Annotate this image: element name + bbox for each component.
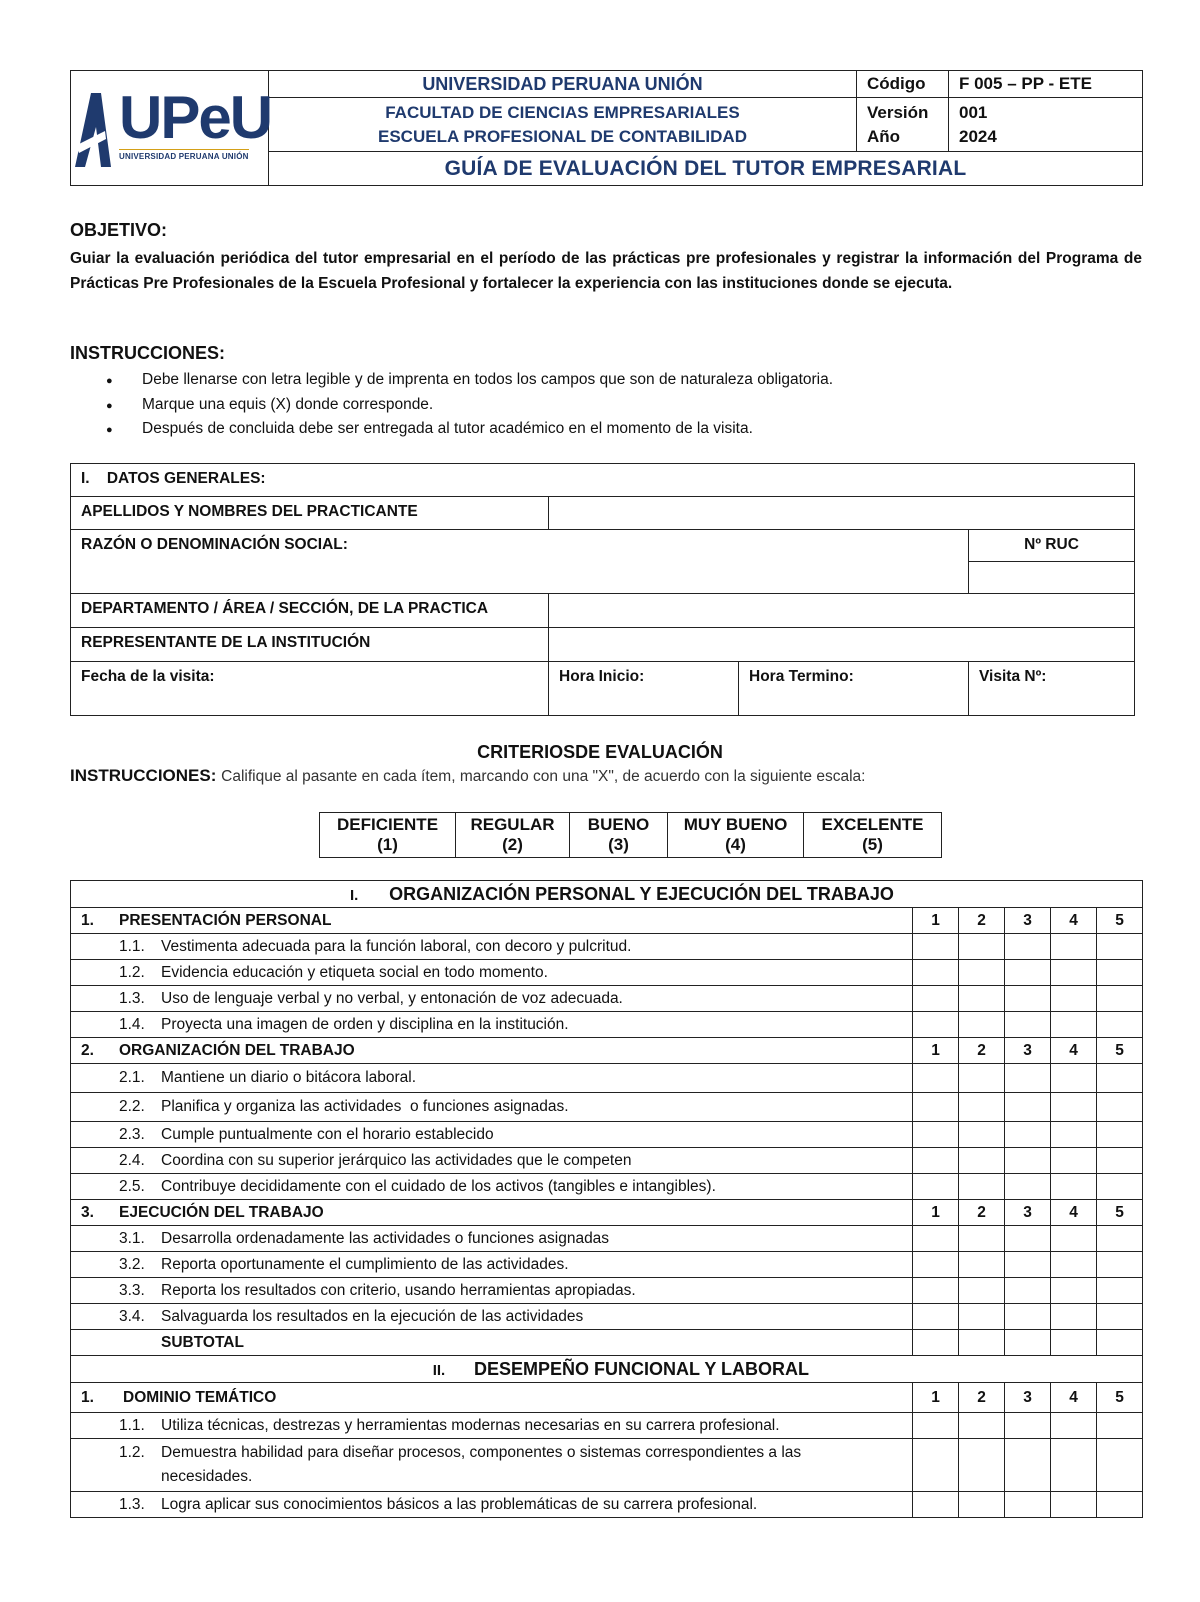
score-cell[interactable]: [1005, 1148, 1051, 1174]
faculty-school-cell: [269, 98, 857, 152]
category-title: PRESENTACIÓN PERSONAL: [119, 911, 332, 929]
criterion-row: [71, 1226, 1143, 1252]
score-header: 3: [1005, 1200, 1051, 1226]
document-header: [70, 70, 1143, 186]
scale-value: (5): [862, 835, 883, 854]
subtotal-cell[interactable]: [1097, 1330, 1143, 1356]
evaluation-table: [70, 880, 1143, 1518]
criterion-text: Evidencia educación y etiqueta social en todo momento.: [161, 963, 548, 981]
score-cell[interactable]: [1005, 986, 1051, 1012]
student-name-label: APELLIDOS Y NOMBRES DEL PRACTICANTE: [71, 497, 549, 530]
scale-deficiente: [320, 813, 456, 858]
score-cell[interactable]: [1051, 934, 1097, 960]
company-name-field[interactable]: [71, 530, 969, 594]
score-cell[interactable]: [1005, 1439, 1051, 1492]
score-header: 3: [1005, 908, 1051, 934]
logo-word: UPeU: [119, 83, 272, 151]
criterion-number: 2.1.: [119, 1069, 145, 1086]
section-header: [71, 881, 1143, 908]
score-header: 5: [1097, 908, 1143, 934]
score-cell[interactable]: [1051, 1064, 1097, 1093]
score-cell[interactable]: [1051, 1122, 1097, 1148]
section-title: ORGANIZACIÓN PERSONAL Y EJECUCIÓN DEL TRABAJO: [389, 883, 894, 904]
criterion-number: 1.1.: [119, 937, 145, 955]
criterion-text: Planifica y organiza las actividades o funciones asignadas.: [161, 1098, 569, 1115]
criterion-row: [71, 1492, 1143, 1518]
criterion-number: 1.4.: [119, 1015, 145, 1033]
score-cell[interactable]: [959, 1064, 1005, 1093]
score-cell[interactable]: [1005, 934, 1051, 960]
score-cell[interactable]: [1051, 1093, 1097, 1122]
criterion-number: 3.1.: [119, 1229, 145, 1247]
visit-date-field[interactable]: [71, 662, 549, 716]
criterion-number: 3.4.: [119, 1307, 145, 1325]
ruc-field[interactable]: [969, 562, 1135, 594]
criterion-row: [71, 1252, 1143, 1278]
scale-excelente: [804, 813, 942, 858]
section-title: DESEMPEÑO FUNCIONAL Y LABORAL: [473, 1358, 810, 1379]
score-cell[interactable]: [959, 986, 1005, 1012]
criterion-row: [71, 1012, 1143, 1038]
score-cell[interactable]: [913, 1226, 959, 1252]
criterion-number: 3.2.: [119, 1255, 145, 1273]
score-cell[interactable]: [1097, 1304, 1143, 1330]
score-cell[interactable]: [1051, 1492, 1097, 1518]
score-cell[interactable]: [959, 1148, 1005, 1174]
criterion-text: Vestimenta adecuada para la función laboral, con decoro y pulcritud.: [161, 937, 632, 955]
subtotal-label: SUBTOTAL: [71, 1330, 913, 1356]
criterion-number: 2.3.: [119, 1125, 145, 1143]
score-cell[interactable]: [913, 1148, 959, 1174]
criterion-row: [71, 1093, 1143, 1122]
score-header: 1: [913, 908, 959, 934]
category-number: 2.: [81, 1041, 94, 1059]
student-name-field[interactable]: [549, 497, 1135, 530]
logo-cell: [71, 71, 272, 186]
score-cell[interactable]: [1097, 986, 1143, 1012]
section-number: I.: [349, 886, 359, 904]
score-cell[interactable]: [1097, 1226, 1143, 1252]
category-title: DOMINIO TEMÁTICO: [123, 1388, 277, 1406]
score-cell[interactable]: [1005, 1492, 1051, 1518]
score-header: 1: [913, 1200, 959, 1226]
scale-value: (4): [725, 835, 746, 854]
subtotal-row: [71, 1330, 1143, 1356]
score-header: 1: [913, 1383, 959, 1413]
score-cell[interactable]: [913, 1174, 959, 1200]
score-header: 4: [1051, 1038, 1097, 1064]
score-cell[interactable]: [1005, 1093, 1051, 1122]
score-cell[interactable]: [1005, 1278, 1051, 1304]
score-cell[interactable]: [1097, 1413, 1143, 1439]
instruction-item: ● Debe llenarse con letra legible y de imprenta en todos los campos que son de naturaleza obligatoria.: [70, 368, 1142, 393]
score-cell[interactable]: [1051, 1278, 1097, 1304]
score-cell[interactable]: [1005, 960, 1051, 986]
criterion-text: Uso de lenguaje verbal y no verbal, y entonación de voz adecuada.: [161, 989, 623, 1007]
criterion-text: Contribuye decididamente con el cuidado de los activos (tangibles e intangibles).: [161, 1177, 716, 1195]
category-number: 1.: [81, 911, 94, 929]
criterion-row: [71, 1278, 1143, 1304]
category-number: 1.: [81, 1388, 94, 1406]
score-cell[interactable]: [1097, 1278, 1143, 1304]
criterion-text: Logra aplicar sus conocimientos básicos a las problemáticas de su carrera profesional.: [161, 1495, 758, 1513]
upeu-logo: [71, 83, 272, 169]
score-cell[interactable]: [1097, 960, 1143, 986]
section-number: II.: [432, 1361, 446, 1379]
score-cell[interactable]: [959, 960, 1005, 986]
criterion-text: Demuestra habilidad para diseñar procesos, componentes o sistemas correspondientes a las necesidades.: [161, 1444, 802, 1485]
criterion-row: [71, 1439, 1143, 1492]
criterion-row: [71, 934, 1143, 960]
score-header: 2: [959, 1038, 1005, 1064]
criterion-number: 1.3.: [119, 989, 145, 1007]
criterion-number: 2.2.: [119, 1098, 145, 1115]
objective-text: Guiar la evaluación periódica del tutor empresarial en el período de las prácticas pre profesionales y registrar la información del Programa de Prácticas Pre Profesionales de la Escuela Profesional y fortalecer la experiencia con las instituciones donde se ejecuta.: [70, 250, 1142, 292]
score-cell[interactable]: [1097, 1122, 1143, 1148]
score-cell[interactable]: [1051, 1148, 1097, 1174]
instruction-item: ● Después de concluida debe ser entregada al tutor académico en el momento de la visita.: [70, 417, 1142, 442]
score-cell[interactable]: [1097, 1093, 1143, 1122]
score-header: 3: [1005, 1038, 1051, 1064]
score-header: 4: [1051, 1200, 1097, 1226]
general-data-table: [70, 463, 1135, 716]
scale-label: BUENO: [587, 815, 650, 834]
instruction-item: ● Marque una equis (X) donde corresponde.: [70, 393, 1142, 418]
visit-number-field[interactable]: [969, 662, 1135, 716]
score-cell[interactable]: [1005, 1252, 1051, 1278]
company-label: RAZÓN O DENOMINACIÓN SOCIAL:: [81, 536, 348, 553]
score-cell[interactable]: [959, 934, 1005, 960]
score-cell[interactable]: [1051, 1226, 1097, 1252]
score-header: 2: [959, 1383, 1005, 1413]
scale-bueno: [570, 813, 668, 858]
scale-value: (3): [608, 835, 629, 854]
department-field[interactable]: [549, 594, 1135, 628]
category-row: [71, 1200, 1143, 1226]
score-cell[interactable]: [1051, 1252, 1097, 1278]
instructions-list: [70, 368, 1142, 442]
score-header: 2: [959, 908, 1005, 934]
criterion-number: 1.3.: [119, 1495, 145, 1513]
score-cell[interactable]: [1005, 1122, 1051, 1148]
guide-title: GUÍA DE EVALUACIÓN DEL TUTOR EMPRESARIAL: [269, 152, 1143, 186]
score-cell[interactable]: [913, 1064, 959, 1093]
scale-value: (2): [502, 835, 523, 854]
criterion-number: 1.1.: [119, 1416, 145, 1434]
score-cell[interactable]: [1097, 1492, 1143, 1518]
category-title: EJECUCIÓN DEL TRABAJO: [119, 1203, 324, 1221]
rating-scale-table: [319, 812, 942, 858]
criterion-row: [71, 1304, 1143, 1330]
university-name: UNIVERSIDAD PERUANA UNIÓN: [269, 71, 857, 98]
score-cell[interactable]: [959, 1226, 1005, 1252]
score-header: 4: [1051, 1383, 1097, 1413]
criterion-text: Coordina con su superior jerárquico las actividades que le competen: [161, 1151, 632, 1169]
version-year-labels: [857, 98, 949, 152]
score-cell[interactable]: [913, 1413, 959, 1439]
criteria-title: CRITERIOSDE EVALUACIÓN: [477, 742, 723, 762]
code-label: Código: [857, 71, 949, 98]
start-time-label: Hora Inicio:: [559, 668, 645, 685]
ruc-label: Nº RUC: [969, 530, 1135, 562]
score-cell[interactable]: [959, 1122, 1005, 1148]
criterion-text: Salvaguarda los resultados en la ejecución de las actividades: [161, 1307, 584, 1325]
score-cell[interactable]: [1005, 1174, 1051, 1200]
score-cell[interactable]: [1097, 1439, 1143, 1492]
score-header: 1: [913, 1038, 959, 1064]
year-value: 2024: [959, 126, 997, 146]
score-cell[interactable]: [913, 1012, 959, 1038]
score-cell[interactable]: [959, 1252, 1005, 1278]
score-cell[interactable]: [1005, 1413, 1051, 1439]
score-cell[interactable]: [1051, 1012, 1097, 1038]
criterion-number: 1.2.: [119, 1444, 145, 1461]
score-cell[interactable]: [959, 1278, 1005, 1304]
score-cell[interactable]: [913, 934, 959, 960]
category-number: 3.: [81, 1203, 94, 1221]
version-year-values: [949, 98, 1143, 152]
scale-label: EXCELENTE: [821, 815, 924, 834]
representative-label: REPRESENTANTE DE LA INSTITUCIÓN: [71, 628, 549, 662]
scale-muy-bueno: [668, 813, 804, 858]
criterion-text: Cumple puntualmente con el horario establecido: [161, 1125, 494, 1143]
criterion-row: [71, 1174, 1143, 1200]
score-cell[interactable]: [1097, 1252, 1143, 1278]
section-header: [71, 1356, 1143, 1383]
criterion-row: [71, 1064, 1143, 1093]
criterion-number: 1.2.: [119, 963, 145, 981]
scale-label: REGULAR: [470, 815, 555, 834]
score-cell[interactable]: [913, 960, 959, 986]
criterion-number: 2.4.: [119, 1151, 145, 1169]
end-time-label: Hora Termino:: [749, 668, 854, 685]
score-header: 2: [959, 1200, 1005, 1226]
school-name: ESCUELA PROFESIONAL DE CONTABILIDAD: [378, 126, 747, 146]
logo-subtitle: UNIVERSIDAD PERUANA UNIÓN: [119, 149, 249, 161]
score-cell[interactable]: [913, 1093, 959, 1122]
score-cell[interactable]: [1005, 1012, 1051, 1038]
score-cell[interactable]: [1051, 986, 1097, 1012]
subtotal-cell[interactable]: [1051, 1330, 1097, 1356]
score-cell[interactable]: [913, 1122, 959, 1148]
score-header: 3: [1005, 1383, 1051, 1413]
score-cell[interactable]: [1005, 1226, 1051, 1252]
criterion-text: Reporta los resultados con criterio, usando herramientas apropiadas.: [161, 1281, 636, 1299]
visit-number-label: Visita Nº:: [979, 668, 1047, 685]
version-label: Versión: [867, 102, 929, 122]
criterion-row: [71, 1413, 1143, 1439]
code-value: F 005 – PP - ETE: [949, 71, 1143, 98]
score-cell[interactable]: [1051, 1413, 1097, 1439]
score-cell[interactable]: [959, 1012, 1005, 1038]
score-cell[interactable]: [1051, 1174, 1097, 1200]
subtotal-cell[interactable]: [959, 1330, 1005, 1356]
scale-label: DEFICIENTE: [336, 815, 439, 834]
version-value: 001: [959, 102, 988, 122]
score-header: 4: [1051, 908, 1097, 934]
score-cell[interactable]: [1051, 1304, 1097, 1330]
score-cell[interactable]: [913, 1492, 959, 1518]
visit-date-label: Fecha de la visita:: [81, 668, 215, 685]
score-cell[interactable]: [959, 1174, 1005, 1200]
scale-value: (1): [377, 835, 398, 854]
criterion-text: Utiliza técnicas, destrezas y herramientas modernas necesarias en su carrera profesional.: [161, 1416, 780, 1434]
score-header: 5: [1097, 1200, 1143, 1226]
score-header: 5: [1097, 1383, 1143, 1413]
score-cell[interactable]: [913, 1252, 959, 1278]
criteria-instructions-label: INSTRUCCIONES:: [70, 766, 217, 785]
criterion-row: [71, 1122, 1143, 1148]
criteria-instructions-text: Califique al pasante en cada ítem, marcando con una "X", de acuerdo con la siguiente escala:: [221, 768, 866, 785]
instructions-title: INSTRUCCIONES:: [70, 343, 226, 363]
criteria-instructions: [70, 766, 865, 786]
department-label: DEPARTAMENTO / ÁREA / SECCIÓN, DE LA PRACTICA: [71, 594, 549, 628]
end-time-field[interactable]: [739, 662, 969, 716]
representative-field[interactable]: [549, 628, 1135, 662]
score-cell[interactable]: [913, 1278, 959, 1304]
criterion-row: [71, 960, 1143, 986]
category-row: [71, 1038, 1143, 1064]
score-cell[interactable]: [1097, 1012, 1143, 1038]
criterion-number: 2.5.: [119, 1177, 145, 1195]
criterion-text: Proyecta una imagen de orden y disciplina en la institución.: [161, 1015, 569, 1033]
category-title: ORGANIZACIÓN DEL TRABAJO: [119, 1041, 355, 1059]
start-time-field[interactable]: [549, 662, 739, 716]
score-cell[interactable]: [959, 1093, 1005, 1122]
subtotal-cell[interactable]: [913, 1330, 959, 1356]
score-cell[interactable]: [913, 986, 959, 1012]
score-cell[interactable]: [1097, 1148, 1143, 1174]
score-cell[interactable]: [959, 1304, 1005, 1330]
score-cell[interactable]: [1051, 1439, 1097, 1492]
score-cell[interactable]: [1097, 934, 1143, 960]
score-cell[interactable]: [959, 1492, 1005, 1518]
score-cell[interactable]: [959, 1439, 1005, 1492]
faculty-name: FACULTAD DE CIENCIAS EMPRESARIALES: [385, 102, 740, 122]
score-cell[interactable]: [1051, 960, 1097, 986]
year-label: Año: [867, 126, 901, 146]
category-row: [71, 1383, 1143, 1413]
score-cell[interactable]: [1097, 1174, 1143, 1200]
scale-label: MUY BUENO: [683, 815, 788, 834]
criterion-number: 3.3.: [119, 1281, 145, 1299]
score-cell[interactable]: [1097, 1064, 1143, 1093]
subtotal-cell[interactable]: [1005, 1330, 1051, 1356]
score-cell[interactable]: [959, 1413, 1005, 1439]
score-cell[interactable]: [1005, 1304, 1051, 1330]
score-cell[interactable]: [913, 1439, 959, 1492]
score-header: 5: [1097, 1038, 1143, 1064]
criterion-text: Mantiene un diario o bitácora laboral.: [161, 1069, 417, 1086]
general-data-title: I. DATOS GENERALES:: [71, 464, 1135, 497]
upeu-logo-icon: [71, 87, 113, 169]
criterion-row: [71, 1148, 1143, 1174]
score-cell[interactable]: [913, 1304, 959, 1330]
criterion-text: Reporta oportunamente el cumplimiento de las actividades.: [161, 1255, 569, 1273]
category-row: [71, 908, 1143, 934]
objective-title: OBJETIVO:: [70, 220, 168, 240]
scale-regular: [456, 813, 570, 858]
criterion-text: Desarrolla ordenadamente las actividades o funciones asignadas: [161, 1229, 610, 1247]
score-cell[interactable]: [1005, 1064, 1051, 1093]
criterion-row: [71, 986, 1143, 1012]
